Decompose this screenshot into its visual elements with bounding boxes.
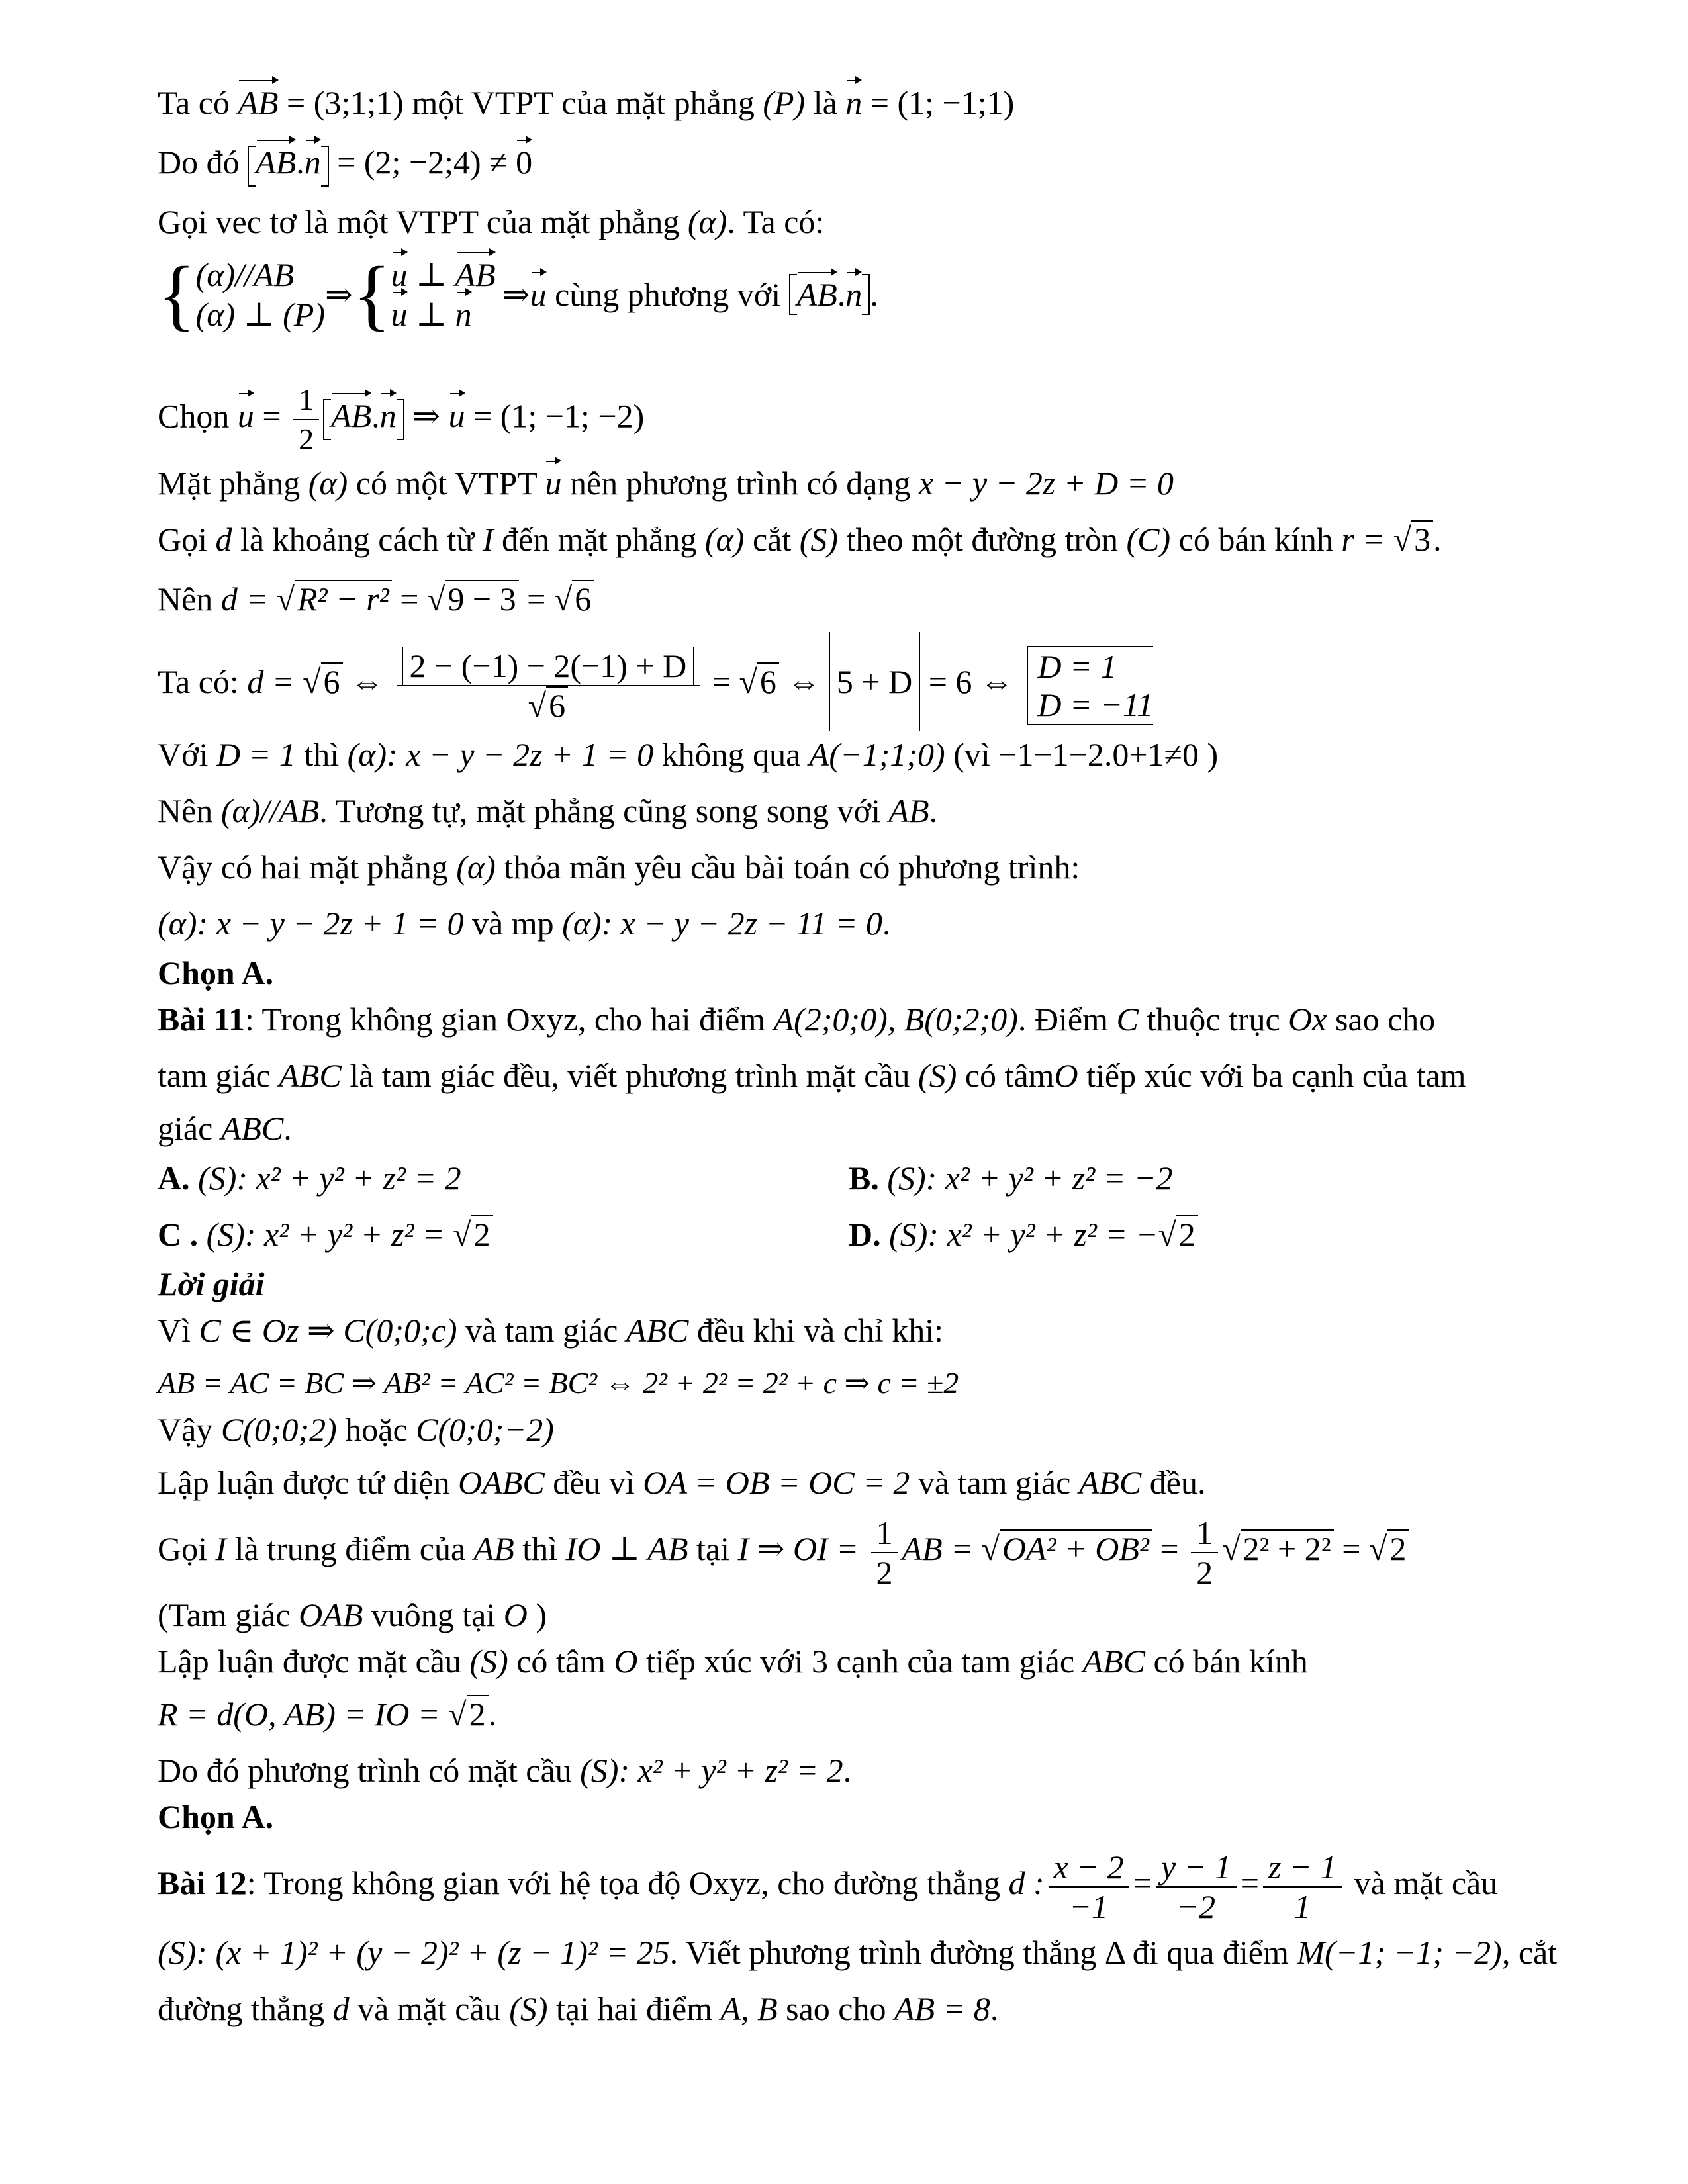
solution-line-3 — [158, 1410, 554, 1449]
point-c: C ∈ Oz ⇒ C(0;0;c) — [199, 1312, 457, 1349]
text: đều. — [1141, 1464, 1206, 1501]
denominator: −2 — [1176, 1888, 1216, 1925]
triangle-abc: ABC — [1082, 1643, 1145, 1680]
text: Nên — [158, 580, 221, 617]
calculation: −1−1−2.0+1≠0 — [998, 736, 1199, 773]
text: và mp — [463, 905, 563, 942]
line-compute-d — [158, 579, 594, 619]
point-c: C(0;0;−2) — [416, 1411, 554, 1448]
text: Gọi — [158, 521, 216, 558]
sphere-s: (S) — [799, 521, 839, 558]
text: = (3;1;1) — [278, 84, 412, 121]
text: giác — [158, 1110, 221, 1147]
bracket-right — [862, 274, 870, 315]
text: Ta có: — [158, 663, 248, 700]
text: nên phương trình có dạng — [561, 465, 919, 502]
radicand: R² − r² — [295, 580, 392, 617]
case-1: D = 1 — [1037, 647, 1117, 685]
text: cùng phương với — [546, 276, 789, 313]
vector-u: u — [530, 276, 547, 313]
text: Do đó phương trình có mặt cầu — [158, 1752, 581, 1789]
text: = (2; −2;4) ≠ — [328, 144, 516, 181]
problem-12-line-2 — [158, 1933, 1557, 1972]
radical-sign: √ — [981, 1530, 1000, 1567]
iff: ⇔ — [342, 663, 393, 700]
text: Gọi — [158, 1530, 216, 1567]
text: hoặc — [336, 1411, 416, 1448]
denominator — [397, 686, 700, 725]
text: tiếp xúc với 3 cạnh của tam giác — [637, 1643, 1083, 1680]
solution-line-1 — [158, 1310, 943, 1350]
denominator: 2 — [1196, 1553, 1213, 1591]
text: Vì — [158, 1312, 199, 1349]
point-c: C — [1116, 1001, 1139, 1038]
triangle-abc: ABC — [1078, 1464, 1142, 1501]
radical-sign: √ — [553, 580, 573, 617]
implies: ⇒ — [325, 276, 353, 313]
point-o: O — [614, 1643, 638, 1680]
point-o: O — [503, 1596, 528, 1633]
text: = (1; −1; −2) — [465, 397, 645, 435]
sphere-s: (S) — [469, 1643, 508, 1680]
radicand: 2 — [467, 1695, 489, 1732]
sphere-s: (S) — [918, 1057, 957, 1094]
text: : Trong không gian với hệ tọa độ — [246, 1864, 689, 1901]
text: tam giác — [158, 1057, 279, 1094]
text: Nên — [158, 792, 221, 829]
text: tại — [688, 1530, 738, 1567]
text: là khoảng cách từ — [232, 521, 483, 558]
vector-u: u — [391, 296, 408, 333]
option-a[interactable] — [158, 1158, 461, 1198]
point-c: C(0;0;2) — [220, 1411, 337, 1448]
text: theo một đường tròn — [838, 521, 1127, 558]
points-ab: A, B — [720, 1990, 778, 2027]
text: Chọn — [158, 397, 238, 435]
radicand: 2 — [471, 1215, 493, 1252]
text: thuộc trục — [1138, 1001, 1289, 1038]
vector-ab: AB — [331, 397, 372, 435]
text: tại hai điểm — [547, 1990, 721, 2027]
text: . Tương tự, mặt phẳng cũng song song với — [319, 792, 889, 829]
fraction-half — [871, 1514, 898, 1592]
sphere-s: (S) — [509, 1990, 548, 2027]
fraction-y — [1156, 1848, 1237, 1926]
answer-choice: Chọn A. — [158, 954, 274, 991]
radicand: 2 — [1387, 1529, 1409, 1567]
line-vtpt-ab — [158, 83, 1014, 122]
numerator: 1 — [871, 1514, 898, 1553]
text: = — [704, 663, 739, 700]
radical-sign: √ — [1368, 1530, 1387, 1567]
denominator: 2 — [876, 1553, 893, 1591]
coordinate-system: Oxyz — [688, 1864, 761, 1901]
fraction-half — [293, 381, 319, 459]
triangle-abc: ABC — [220, 1110, 284, 1147]
text: là tam giác đều, viết phương trình mặt cầu — [341, 1057, 919, 1094]
zero-vector: 0 — [516, 144, 533, 181]
fraction-half — [1191, 1514, 1218, 1592]
brace-left: { — [158, 250, 196, 338]
line-d: d : — [1008, 1864, 1045, 1901]
equation: AB = — [902, 1530, 982, 1567]
equation: D = 1 — [216, 736, 296, 773]
text: Với — [158, 736, 216, 773]
denominator: 1 — [1294, 1888, 1311, 1925]
line-distance — [158, 520, 1442, 559]
fraction-x — [1049, 1848, 1129, 1926]
text: = — [391, 580, 427, 617]
text: tiếp xúc với ba cạnh của tam — [1078, 1057, 1466, 1094]
text: có bán kính — [1145, 1643, 1308, 1680]
var-d: d = — [220, 580, 277, 617]
equation: (S): x² + y² + z² = − — [889, 1216, 1158, 1253]
text: thì — [514, 1530, 566, 1567]
vector-u: u — [545, 465, 562, 502]
option-label: B. — [849, 1160, 879, 1197]
segment-ab: AB — [888, 792, 929, 829]
solution-line-7 — [158, 1641, 1308, 1681]
var-d: d — [215, 521, 232, 558]
text: = — [1333, 1530, 1369, 1567]
text: sao cho — [1327, 1001, 1436, 1038]
solution-heading: Lời giải — [158, 1265, 265, 1302]
numerator: 1 — [293, 381, 319, 420]
text: = — [518, 580, 554, 617]
line-cross-product — [158, 142, 532, 187]
radicand: 2 — [1176, 1215, 1198, 1252]
text: có tâm — [957, 1057, 1055, 1094]
text: cắt — [744, 521, 800, 558]
problem-11-line-3 — [158, 1109, 292, 1148]
text: sao cho — [777, 1990, 894, 2027]
line-conclusion — [158, 847, 1080, 887]
text: . — [283, 1110, 292, 1147]
vector-n: n — [845, 84, 863, 121]
equation: OA = OB = OC = 2 — [643, 1464, 910, 1501]
text: đi qua điểm — [1124, 1934, 1297, 1971]
distance-fraction — [397, 647, 700, 725]
text: . — [990, 1990, 999, 2027]
triangle-abc: ABC — [626, 1312, 689, 1349]
numerator: x − 2 — [1049, 1848, 1129, 1888]
option-b[interactable] — [849, 1158, 1173, 1198]
plane-alpha: (α) — [456, 848, 496, 886]
text: ⊥ — [407, 296, 455, 333]
text: đến mặt phẳng — [493, 521, 705, 558]
text: . — [1433, 521, 1442, 558]
text: có bán kính — [1170, 521, 1342, 558]
numerator: y − 1 — [1156, 1848, 1237, 1888]
equation: R = d(O, AB) = IO = — [158, 1696, 449, 1733]
iff: ⇔ — [778, 663, 829, 700]
text: và tam giác — [457, 1312, 626, 1349]
denominator: 2 — [299, 422, 314, 456]
bracket-left — [323, 399, 331, 440]
text: . — [843, 1752, 852, 1789]
text: Mặt phẳng — [158, 465, 308, 502]
radical-sign: √ — [426, 580, 445, 617]
radical-sign: √ — [528, 686, 547, 724]
implies: ⇒ — [404, 397, 449, 435]
text: Lập luận được tứ diện — [158, 1464, 459, 1501]
text: : Trong không gian — [244, 1001, 506, 1038]
axis-ox: Ox — [1288, 1001, 1327, 1038]
text: = — [1151, 1530, 1188, 1567]
sphere-equation: (S): (x + 1)² + (y − 2)² + (z − 1)² = 25 — [158, 1934, 670, 1971]
text: . — [371, 397, 380, 435]
text: và tam giác — [910, 1464, 1079, 1501]
var-i: I — [482, 521, 494, 558]
numerator: z − 1 — [1263, 1848, 1342, 1888]
solution-line-4 — [158, 1463, 1205, 1502]
text: là — [805, 84, 846, 121]
u-perp-n — [391, 295, 496, 334]
line-plane-form — [158, 463, 1174, 503]
radical-sign: √ — [276, 580, 295, 617]
vector-n: n — [304, 144, 321, 181]
point-o: O — [1054, 1057, 1078, 1094]
vector-ab: AB — [455, 256, 496, 293]
conditions — [196, 255, 325, 334]
implies: ⇒ — [502, 276, 530, 313]
circle-c: (C) — [1126, 521, 1171, 558]
text: . Ta có: — [727, 203, 825, 240]
answer-choice: Chọn A. — [158, 1798, 274, 1835]
relation: (α)//AB — [220, 792, 320, 829]
vector-ab: AB — [238, 84, 279, 121]
option-label: D. — [849, 1216, 881, 1253]
text: ⊥ — [407, 256, 455, 293]
problem-12-line-1: Bài 12: Trong không gian với hệ tọa độ Oxyz, cho đường thẳng d : $\frac{x - 2}{-1}$ = $\frac{y - 1}{-2}$ = $\frac{z - 1}{1}$ và mặt cầu — [158, 1848, 1498, 1925]
line-system — [158, 250, 878, 338]
plane-p: (P) — [763, 84, 806, 121]
abs-value: 2 − (−1) − 2(−1) + D — [402, 647, 695, 685]
case-2: D = −11 — [1037, 686, 1154, 723]
plane-alpha: (α) — [704, 521, 745, 558]
text: Ta có — [158, 84, 238, 121]
line-delta: Δ — [1104, 1934, 1125, 1971]
case-bracket — [1027, 646, 1153, 725]
text: . — [837, 276, 846, 313]
text: một VTPT của mặt phẳng — [412, 84, 763, 121]
text: Do đó — [158, 144, 248, 181]
radicand: 6 — [757, 662, 779, 700]
text: . Viết phương trình đường thẳng — [669, 1934, 1105, 1971]
coordinate-system: Oxyz — [506, 1001, 578, 1038]
text: = — [254, 397, 290, 435]
problem-11-line-1 — [158, 999, 1435, 1039]
var-i: I — [215, 1530, 227, 1567]
line-distance-equation — [158, 632, 1153, 731]
line-call-vector — [158, 202, 824, 242]
bracket-left — [789, 274, 797, 315]
radical-sign: √ — [453, 1216, 471, 1253]
text: ) — [1198, 736, 1219, 773]
vector-u: u — [448, 397, 465, 435]
equation: (α): x − y − 2z + 1 = 0 — [158, 905, 464, 942]
text: , cho đường thẳng — [761, 1864, 1009, 1901]
text: Lập luận được mặt cầu — [158, 1643, 470, 1680]
text: thì — [295, 736, 348, 773]
bracket-left — [248, 146, 256, 187]
solution-line-8 — [158, 1694, 496, 1734]
text: . — [870, 276, 878, 313]
radical-sign: √ — [448, 1696, 467, 1733]
relation: IO ⊥ AB — [565, 1530, 688, 1567]
text: có một VTPT — [348, 465, 545, 502]
text: đường thẳng — [158, 1990, 333, 2027]
text: . — [929, 792, 938, 829]
vector-n: n — [845, 276, 863, 313]
radicand: 6 — [572, 580, 594, 617]
radical-sign: √ — [1222, 1530, 1241, 1567]
radicand: 3 — [1411, 520, 1433, 557]
condition-perpendicular: (α) ⊥ (P) — [195, 296, 326, 333]
conditions-u — [391, 255, 496, 334]
radical-sign: √ — [1158, 1216, 1176, 1253]
text: . — [882, 905, 891, 942]
problem-label: Bài 12 — [158, 1864, 247, 1901]
text: đều khi và chỉ khi: — [688, 1312, 944, 1349]
text: đều vì — [544, 1464, 643, 1501]
radicand: 6 — [321, 662, 343, 700]
segment-ab: AB — [473, 1530, 514, 1567]
plane-alpha: (α) — [687, 203, 727, 240]
equation: AB = 8 — [894, 1990, 990, 2027]
condition-parallel: (α)//AB — [195, 256, 295, 293]
text: . — [488, 1696, 497, 1733]
line-with-d1 — [158, 735, 1218, 774]
line-parallel — [158, 791, 937, 831]
text: . — [296, 144, 305, 181]
text: là trung điểm của — [226, 1530, 474, 1567]
triangle-oab: OAB — [299, 1596, 363, 1633]
radical-sign: √ — [303, 663, 321, 700]
text: có tâm — [508, 1643, 614, 1680]
numerator — [397, 647, 700, 686]
radical-sign: √ — [739, 663, 757, 700]
vector-n: n — [379, 397, 397, 435]
option-c[interactable] — [158, 1214, 493, 1254]
var-d: d = — [247, 663, 303, 700]
bracket-right — [397, 399, 404, 440]
option-label: A. — [158, 1160, 190, 1197]
text: (vì — [945, 736, 999, 773]
triangle-abc: ABC — [279, 1057, 342, 1094]
solution-line-9 — [158, 1751, 851, 1790]
equation: x − y − 2z + D = 0 — [919, 465, 1174, 502]
numerator: 1 — [1191, 1514, 1218, 1553]
text: Gọi vec tơ là một VTPT của mặt phẳng — [158, 203, 688, 240]
equation: I ⇒ OI = — [737, 1530, 867, 1567]
text: thỏa mãn yêu cầu bài toán có phương trình: — [495, 848, 1080, 886]
line-two-planes — [158, 903, 890, 943]
point-a: A(−1;1;0) — [808, 736, 945, 773]
radicand: 9 − 3 — [445, 580, 518, 617]
solution-line-6 — [158, 1595, 547, 1635]
problem-11-line-2 — [158, 1056, 1466, 1095]
vector-ab: AB — [256, 144, 297, 181]
line-choose-u — [158, 381, 644, 459]
radicand: OA² + OB² — [1000, 1529, 1152, 1567]
line-d: d — [332, 1990, 350, 2027]
text: Vậy — [158, 1411, 221, 1448]
vector-u: u — [391, 256, 408, 293]
text: ) — [527, 1596, 547, 1633]
text: (Tam giác — [158, 1596, 299, 1633]
text: không qua — [653, 736, 809, 773]
solution-line-2: AB = AC = BC ⇒ AB² = AC² = BC² ⇔ 2² + 2² = 2² + c ⇒ c = ±2 — [158, 1366, 959, 1400]
text: , cho hai điểm — [577, 1001, 774, 1038]
text: vuông tại — [363, 1596, 504, 1633]
equation: (α): x − y − 2z + 1 = 0 — [347, 736, 654, 773]
abs-value: 5 + D — [829, 632, 920, 731]
points: A(2;0;0), B(0;2;0) — [773, 1001, 1018, 1038]
problem-label: Bài 11 — [158, 1001, 245, 1038]
option-label: C . — [158, 1216, 199, 1253]
problem-12-line-3 — [158, 1989, 998, 2028]
text: và mặt cầu — [349, 1990, 510, 2027]
text: , cắt — [1501, 1934, 1558, 1971]
bracket-right — [321, 146, 329, 187]
text: = 6 ⇔ — [920, 663, 1022, 700]
text: Vậy có hai mặt phẳng — [158, 848, 457, 886]
radical-sign: √ — [1393, 521, 1412, 558]
vector-u: u — [237, 397, 254, 435]
text: = (1; −1;1) — [862, 84, 1015, 121]
vector-ab: AB — [796, 276, 837, 313]
point-m: M(−1; −1; −2) — [1297, 1934, 1502, 1971]
brace-left: { — [352, 250, 391, 338]
radicand: 6 — [546, 686, 568, 723]
var-r: r = — [1341, 521, 1393, 558]
equation: (S): x² + y² + z² = 2 — [198, 1160, 461, 1197]
text: . Điểm — [1017, 1001, 1117, 1038]
solution-line-5 — [158, 1506, 1409, 1592]
equation: (S): x² + y² + z² = — [206, 1216, 453, 1253]
equation: (S): x² + y² + z² = −2 — [887, 1160, 1173, 1197]
equation: (S): x² + y² + z² = 2 — [580, 1752, 843, 1789]
fraction-z — [1263, 1848, 1342, 1926]
vector-n: n — [455, 296, 472, 333]
text: và mặt cầu — [1346, 1864, 1498, 1901]
denominator: −1 — [1069, 1888, 1109, 1925]
option-d[interactable] — [849, 1214, 1198, 1254]
radicand: 2² + 2² — [1241, 1529, 1334, 1567]
plane-alpha: (α) — [308, 465, 348, 502]
tetrahedron: OABC — [458, 1464, 545, 1501]
equation: (α): x − y − 2z − 11 = 0 — [562, 905, 882, 942]
